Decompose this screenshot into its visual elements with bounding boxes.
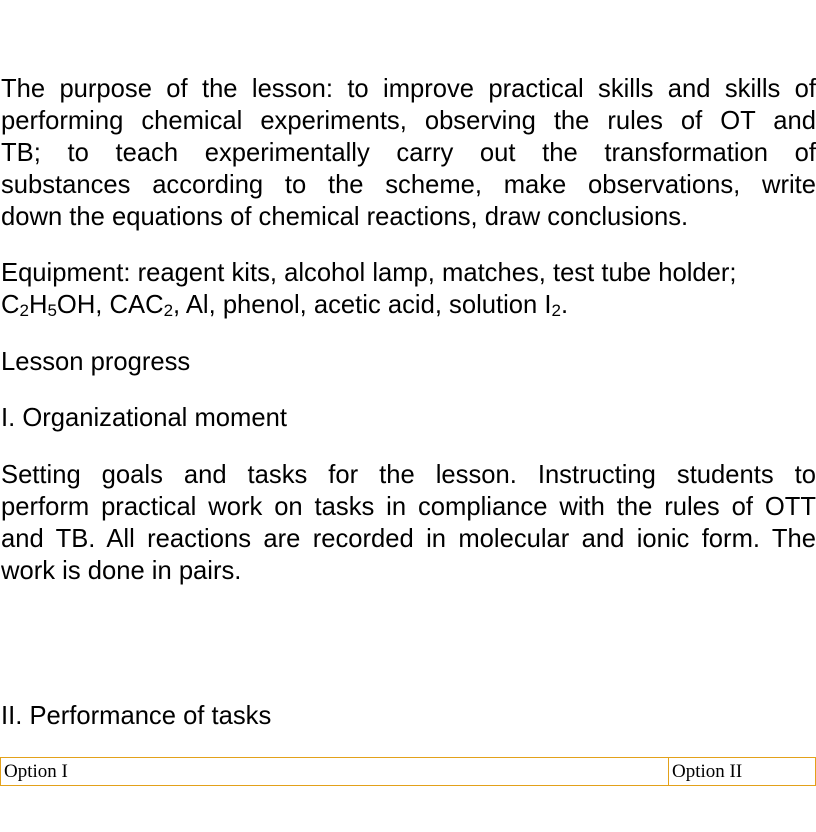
option-1-header: Option I <box>1 758 669 785</box>
lesson-progress-heading: Lesson progress <box>1 348 191 376</box>
formula-rest: OH, CAC <box>56 291 164 319</box>
formula-end: . <box>560 291 569 319</box>
goals-line-3: and TB. All reactions are recorded in molecular and ionic form. The <box>1 525 816 553</box>
formula-c-subscript: 2 <box>19 301 29 320</box>
equipment-line-2 <box>1 289 816 321</box>
purpose-line-5: down the equations of chemical reactions, draw conclusions. <box>1 203 689 231</box>
organizational-moment-heading: I. Organizational moment <box>1 404 287 432</box>
goals-line-4: work is done in pairs. <box>1 557 242 585</box>
formula-h: H <box>28 291 48 319</box>
option-2-header: Option II <box>672 761 743 782</box>
purpose-line-1: The purpose of the lesson: to improve practical skills and skills of <box>1 75 816 103</box>
formula-cac-subscript: 2 <box>163 301 174 320</box>
formula-i-subscript: 2 <box>551 301 561 320</box>
formula-list: , Al, phenol, acetic acid, solution I <box>173 291 552 319</box>
purpose-line-4: substances according to the scheme, make observations, write <box>1 171 816 199</box>
formula-c: C <box>1 291 20 319</box>
purpose-line-3: TB; to teach experimentally carry out the transformation of <box>1 139 816 167</box>
formula-h-subscript: 5 <box>47 301 57 320</box>
equipment-paragraph <box>1 257 816 321</box>
purpose-line-2: performing chemical experiments, observing the rules of OT and <box>1 107 816 135</box>
options-table <box>0 757 816 786</box>
performance-heading: II. Performance of tasks <box>1 702 272 730</box>
lesson-purpose-paragraph <box>1 73 816 233</box>
goals-paragraph <box>1 459 816 587</box>
equipment-line-1: Equipment: reagent kits, alcohol lamp, matches, test tube holder; <box>1 259 737 287</box>
goals-line-1: Setting goals and tasks for the lesson. Instructing students to <box>1 461 816 489</box>
goals-line-2: perform practical work on tasks in compliance with the rules of OTT <box>1 493 816 521</box>
